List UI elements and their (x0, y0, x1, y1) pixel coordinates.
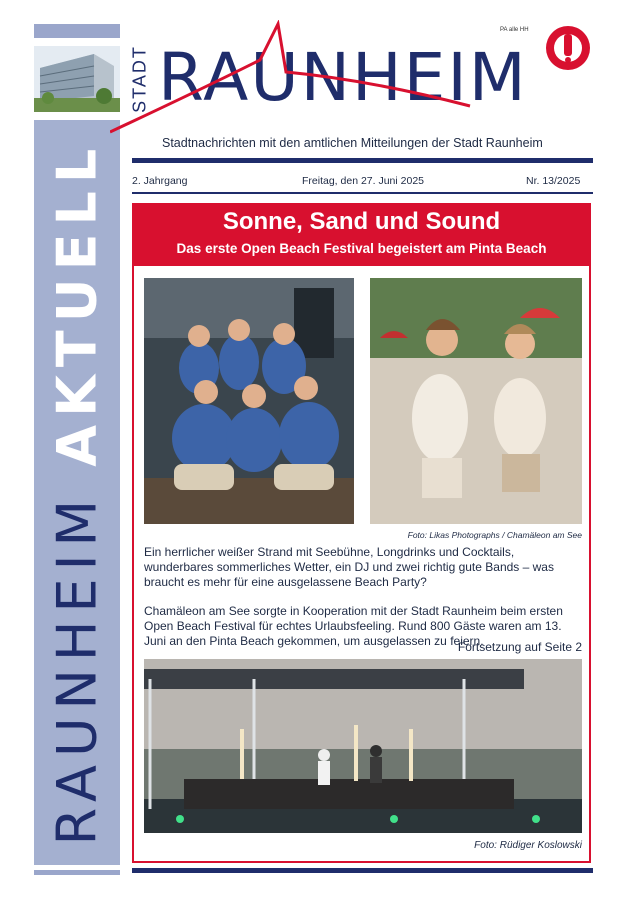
sidebar-top-bar (34, 24, 120, 38)
issue-date: Freitag, den 27. Juni 2025 (302, 175, 425, 187)
city-logo-icon (544, 24, 592, 72)
sidebar-title-aktuell: AKTUELL (45, 140, 109, 467)
pa-label: PA alle HH (500, 27, 529, 33)
photo-credit-top: Foto: Likas Photographs / Chamäleon am See (407, 530, 582, 540)
sidebar-title (34, 120, 120, 865)
photo-credit-bottom: Foto: Rüdiger Koslowski (474, 840, 582, 851)
article-headline: Sonne, Sand und Sound (222, 208, 501, 235)
wordmark-swoosh (110, 20, 530, 140)
group-photo (144, 278, 354, 524)
tagline: Stadtnachrichten mit den amtlichen Mitteilungen der Stadt Raunheim (162, 136, 543, 150)
wordmark-stadt: STADT (129, 45, 150, 113)
issue-number: Nr. 13/2025 (526, 175, 581, 187)
stage-concert-photo (144, 659, 582, 833)
article-subheadline: Das erste Open Beach Festival begeistert am Pinta Beach (176, 241, 547, 256)
continuation-note: Fortsetzung auf Seite 2 (457, 640, 582, 654)
sidebar-title-raunheim: RAUNHEIM (45, 491, 109, 845)
issue-rule (132, 192, 593, 194)
town-hall-photo (34, 46, 120, 112)
issue-edition: 2. Jahrgang (132, 175, 188, 187)
footer-rule (132, 868, 593, 873)
beach-party-photo (370, 278, 582, 524)
masthead-rule (132, 158, 593, 163)
article-paragraph-1: Ein herrlicher weißer Strand mit Seebühne, Longdrinks und Cocktails, wunderbares sommerliches Wetter, ein DJ und zwei richtig gute Bands – was braucht es mehr für eine ausgelassene Beach Party? (144, 545, 554, 589)
article-paragraph-2: Chamäleon am See sorgte in Kooperation mit der Stadt Raunheim beim ersten Open Beach Festival für echtes Urlaubsfeeling. Rund 800 Gäste waren am 13. Juni an den Pinta Beach gekommen, um ausgelassen zu feiern. (144, 604, 563, 648)
wordmark-raunheim: RAUNHEIM (158, 39, 528, 116)
sidebar-bottom-bar (34, 870, 120, 875)
